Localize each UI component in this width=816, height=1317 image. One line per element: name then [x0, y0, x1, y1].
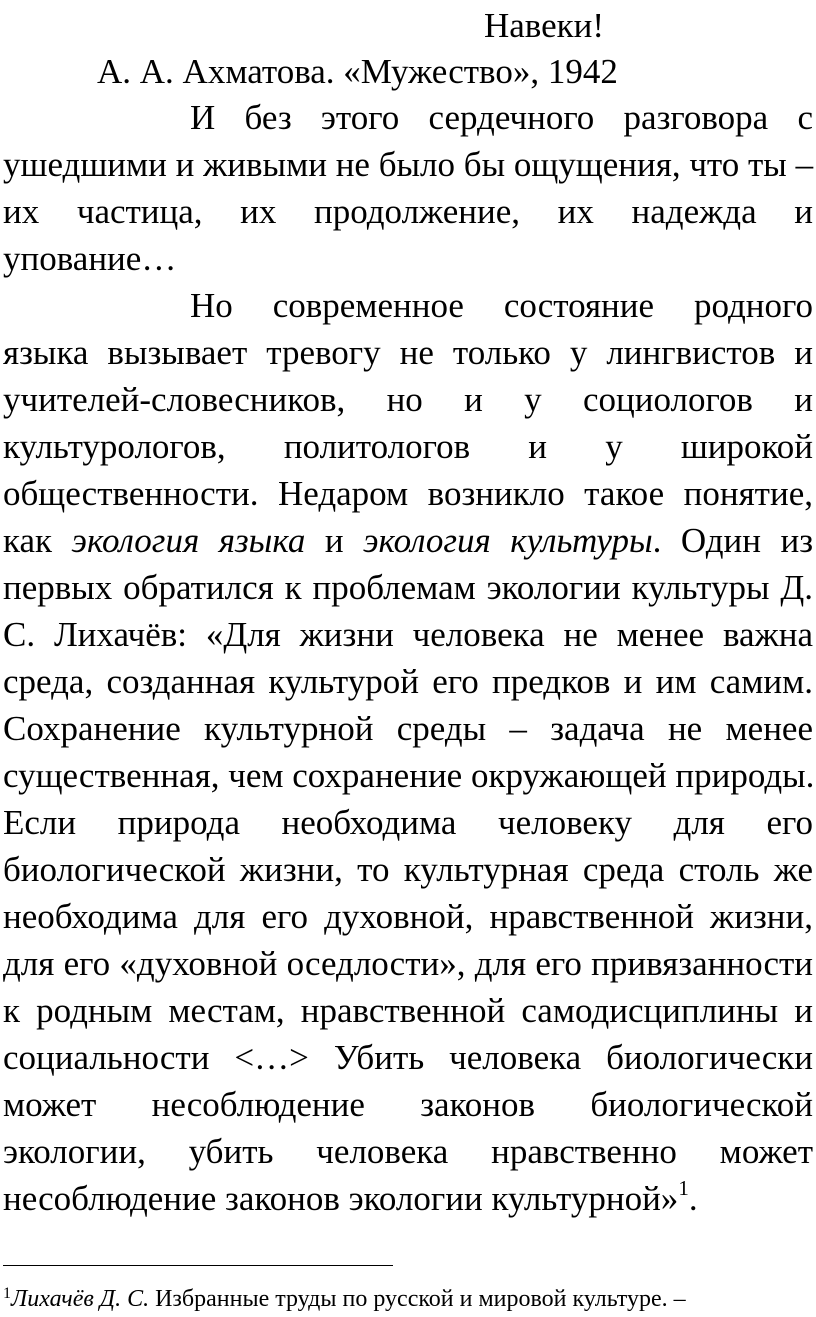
footnote [3, 1284, 813, 1314]
paragraph-2-line-14: необходима для его духовной, нравственной жизни, [3, 897, 813, 936]
paragraph-2-line-11: существенная, чем сохранение окружающей природы. [3, 756, 815, 795]
paragraph-2-line-1: Но современное состояние родного [190, 286, 813, 325]
paragraph-2-line-8: С. Лихачёв: «Для жизни человека не менее важна [3, 615, 813, 654]
epigraph-title: Навеки! [484, 6, 605, 45]
paragraph-1-line-1: И без этого сердечного разговора с [190, 98, 813, 137]
term-language-ecology: экология языка [71, 521, 306, 560]
paragraph-1-line-3: их частица, их продолжение, их надежда и [3, 192, 813, 231]
paragraph-2-line-5: общественности. Недаром возникло такое понятие, [3, 474, 813, 513]
paragraph-2-line-9: среда, созданная культурой его предков и им самим. [3, 662, 813, 701]
text-segment: . Один из [652, 521, 814, 560]
epigraph-attribution: А. А. Ахматова. «Мужество», 1942 [97, 52, 618, 91]
paragraph-2-line-10: Сохранение культурной среды – задача не менее [3, 709, 813, 748]
footnote-text: Избранные труды по русской и мировой культуре. – [149, 1286, 686, 1312]
paragraph-2-line-3: учителей-словесников, но и у социологов и [3, 380, 813, 419]
paragraph-2-line-18: может несоблюдение законов биологической [3, 1085, 813, 1124]
paragraph-2-line-6 [3, 517, 813, 564]
term-culture-ecology: экология культуры [363, 521, 653, 560]
footnote-reference[interactable]: 1 [678, 1176, 689, 1200]
paragraph-2-line-15: для его «духовной оседлости», для его привязанности [3, 944, 813, 983]
paragraph-2-line-16: к родным местам, нравственной самодисциплины и [3, 991, 813, 1030]
footnote-marker: 1 [3, 1285, 11, 1302]
paragraph-2-line-19: экологии, убить человека нравственно может [3, 1132, 813, 1171]
paragraph-1-line-4: упование… [3, 239, 177, 278]
footnote-separator [3, 1265, 393, 1266]
paragraph-2-line-12: Если природа необходима человеку для его [3, 803, 813, 842]
text-segment: . [688, 1179, 698, 1218]
paragraph-2-line-7: первых обратился к проблемам экологии культуры Д. [3, 568, 813, 607]
text-segment: как [3, 521, 53, 560]
paragraph-2-line-13: биологической жизни, то культурная среда столь же [3, 850, 813, 889]
paragraph-2-line-4: культурологов, политологов и у широкой [3, 427, 813, 466]
footnote-author: Лихачёв Д. С. [11, 1286, 150, 1312]
paragraph-1-line-2: ушедшими и живыми не было бы ощущения, что ты – [3, 145, 814, 184]
paragraph-2-line-2: языка вызывает тревогу не только у лингвистов и [3, 333, 813, 372]
paragraph-2-line-17: социальности <…> Убить человека биологически [3, 1038, 813, 1077]
text-segment: и [324, 521, 344, 560]
text-segment: несоблюдение законов экологии культурной» [3, 1179, 679, 1218]
paragraph-2-line-20 [3, 1175, 813, 1222]
